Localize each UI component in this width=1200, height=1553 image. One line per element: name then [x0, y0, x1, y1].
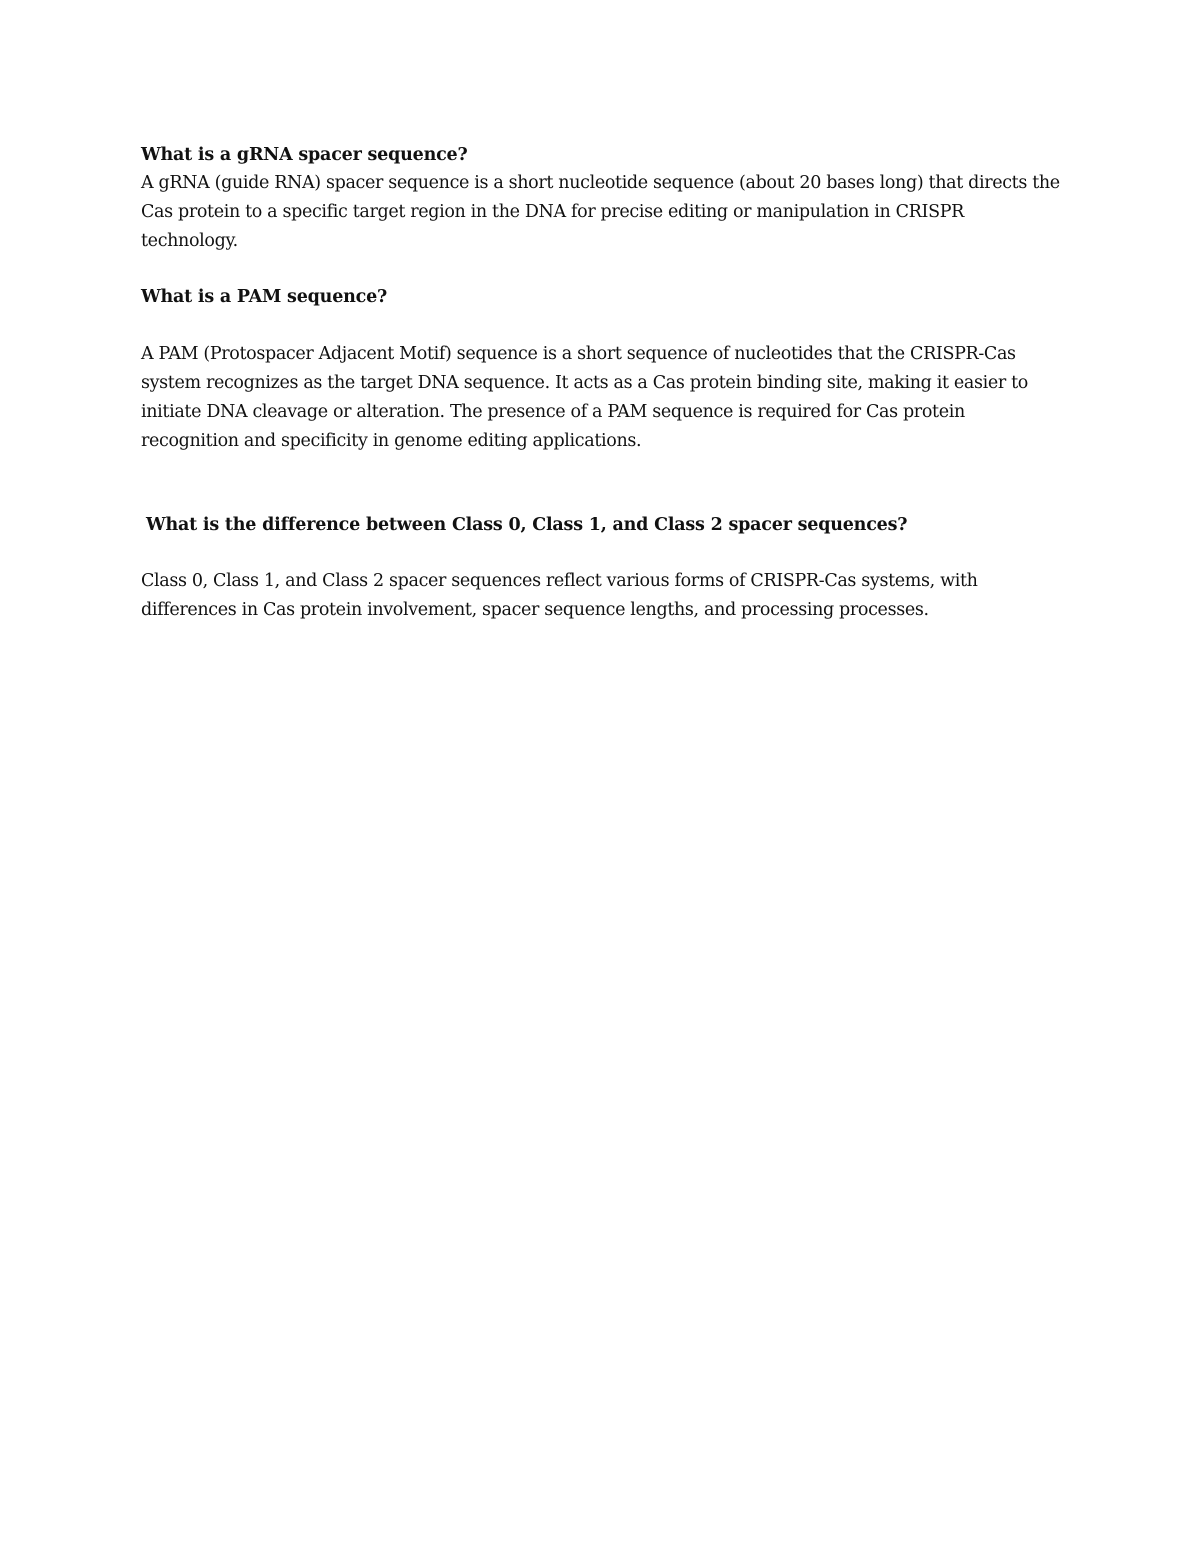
section-heading-classes: What is the difference between Class 0, Class 1, and Class 2 spacer sequences?: [146, 515, 908, 535]
section-body-grna: A gRNA (guide RNA) spacer sequence is a short nucleotide sequence (about 20 bases long) that directs the Cas protein to a specific target region in the DNA for precise editing or manipulation in CRISPR technology.: [141, 173, 1060, 251]
section-body-pam: A PAM (Protospacer Adjacent Motif) sequence is a short sequence of nucleotides that the CRISPR-Cas system recognizes as the target DNA sequence. It acts as a Cas protein binding site, making it easier to initiate DNA cleavage or alteration. The presence of a PAM sequence is required for Cas protein recognition and specificity in genome editing applications.: [141, 344, 1028, 451]
section-heading-pam: What is a PAM sequence?: [141, 287, 388, 307]
section-heading-grna: What is a gRNA spacer sequence?: [141, 145, 468, 165]
section-body-classes: Class 0, Class 1, and Class 2 spacer sequences reflect various forms of CRISPR-Cas systems, with differences in Cas protein involvement, spacer sequence lengths, and processing processes.: [141, 571, 978, 620]
